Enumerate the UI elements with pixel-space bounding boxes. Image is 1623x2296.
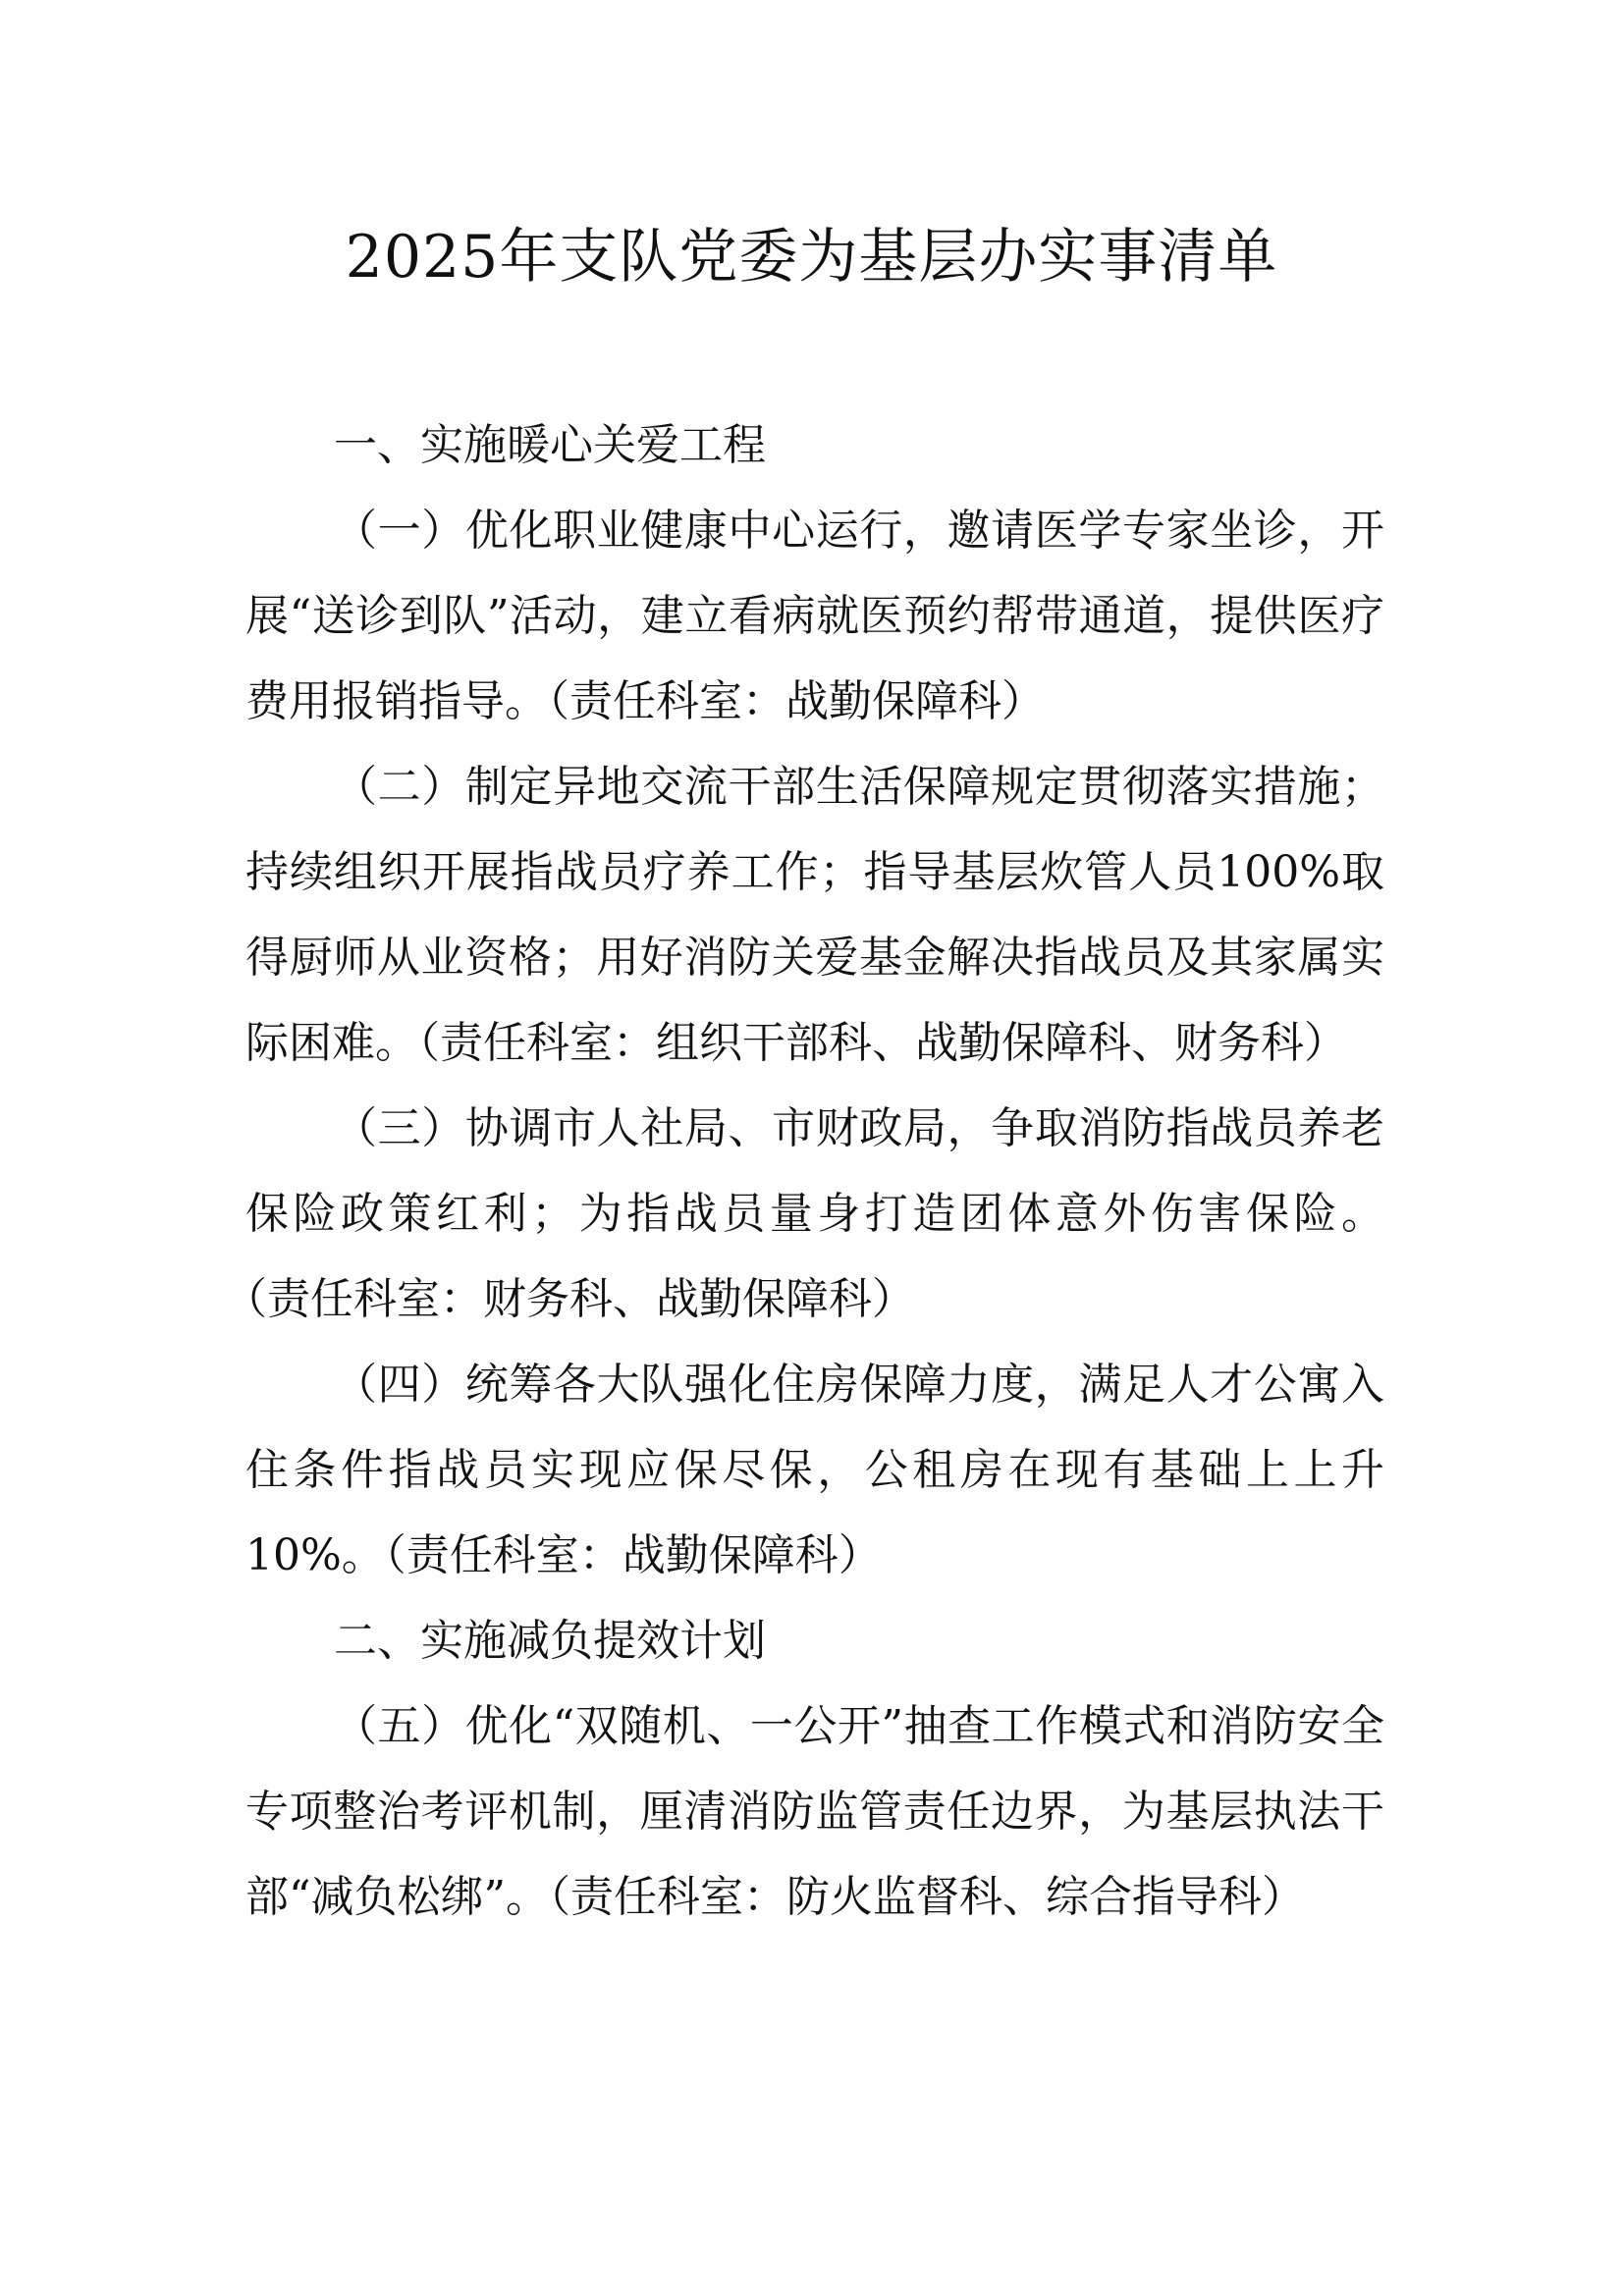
list-item-5: [245, 1683, 1384, 1940]
item-text: （四）统筹各大队强化住房保障力度，满足人才公寓入住条件指战员实现应保尽保，公租房在现有基础上上升10%。: [245, 1360, 1384, 1580]
item-text: （一）优化职业健康中心运行，邀请医学专家坐诊，开展“送诊到队”活动，建立看病就医预约帮带通道，提供医疗费用报销指导。: [245, 506, 1384, 726]
item-text: （二）制定异地交流干部生活保障规定贯彻落实措施；持续组织开展指战员疗养工作；指导基层炊管人员100%取得厨师从业资格；用好消防关爱基金解决指战员及其家属实际困难。: [245, 762, 1384, 1068]
list-item-2: [245, 744, 1384, 1086]
document-body: [245, 402, 1384, 1940]
item-responsibility: （责任科室：防火监督科、综合指导科）: [549, 1872, 1305, 1922]
section-heading-2: 二、实施减负提效计划: [334, 1616, 766, 1666]
item-responsibility: （责任科室：战勤保障科）: [384, 1530, 882, 1580]
list-item-3: [245, 1086, 1384, 1342]
item-text: （五）优化“双随机、一公开”抽查工作模式和消防安全专项整治考评机制，厘清消防监管责任边界，为基层执法干部“减负松绑”。: [245, 1701, 1384, 1922]
item-text: （三）协调市人社局、市财政局，争取消防指战员养老保险政策红利；为指战员量身打造团体意外伤害保险。: [245, 1103, 1384, 1239]
item-responsibility: （责任科室：财务科、战勤保障科）: [245, 1274, 915, 1324]
document-title: 2025年支队党委为基层办实事清单: [345, 223, 1278, 292]
item-responsibility: （责任科室：战勤保障科）: [548, 676, 1045, 726]
item-responsibility: （责任科室：组织干部科、战勤保障科、财务科）: [418, 1018, 1347, 1068]
section-heading-1: 一、实施暖心关爱工程: [334, 420, 766, 470]
list-item-1: [245, 488, 1384, 744]
list-item-4: [245, 1342, 1384, 1598]
